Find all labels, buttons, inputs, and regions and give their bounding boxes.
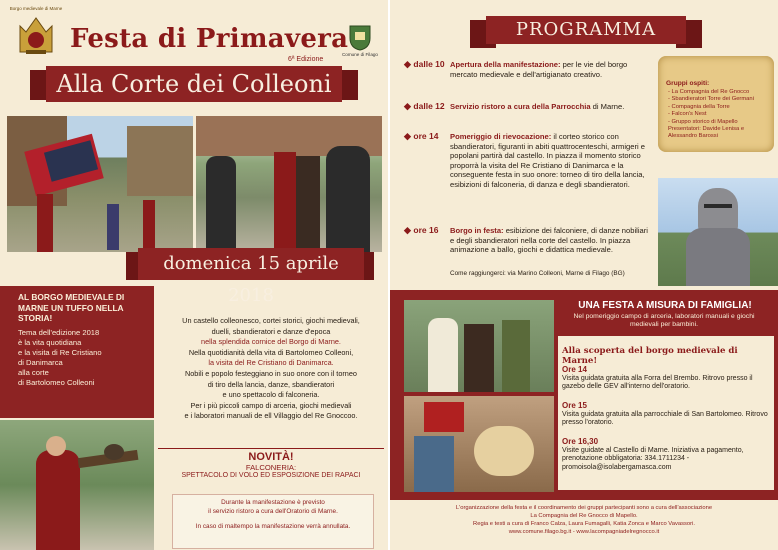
right-page xyxy=(390,0,778,550)
tour-15: Ore 15 Visita guidata gratuita alla parrocchiale di San Bartolomeo. Ritrovo presso l'oratorio. xyxy=(562,401,768,427)
novita-title: NOVITÀ! xyxy=(248,451,294,463)
bullet-icon: ◆ xyxy=(404,59,414,69)
bullet-icon: ◆ xyxy=(404,101,414,111)
guests-title: Gruppi ospiti: xyxy=(666,80,710,87)
program-item-14: ◆ ore 14 Pomeriggio di rievocazione: il corteo storico con sbandieratori, figuranti in abiti quattrocenteschi, armigeri e popolani partirà dal castello. In piazza il momento storico proporrà la visita del Re Cristiano di Danimarca e la conseguente festa in suo onore: torneo di tiro della lancia, esibizioni di falconeria, di danza e degli sbandieratori. xyxy=(404,131,646,189)
description-text: Un castello colleonesco, cortei storici, giochi medievali, duelli, sbandieratori e danze d'epoca nella splendida cornice del Borgo di Marne. Nella quotidianità della vita di Bartolomeo Colleoni, la visita del Re Cristiano di Danimarca. Nobili e popolo festeggiano in suo onore con il torneo di tiro della lancia, danze, sbandieratori e uno spettacolo di falconeria. Per i più piccoli campo di arceria, giochi medievali e i laboratori manuali de ell Villaggio del Re Gnoccoo. xyxy=(182,316,360,421)
programma-banner xyxy=(486,16,686,44)
programma-title: PROGRAMMA xyxy=(515,19,657,40)
program-item-16: ◆ ore 16 Borgo in festa: esibizione dei falconiere, di danze nobiliari e degli sbandieratori nella corte del castello. In piazza animazione a ballo, giochi e didattica medievale. xyxy=(404,225,648,255)
bullet-icon: ◆ xyxy=(404,225,414,235)
intro-box xyxy=(0,286,154,418)
photo-flag-wavers xyxy=(7,116,193,252)
bullet-icon: ◆ xyxy=(404,131,414,141)
tour-1630: Ore 16,30 Visite guidate al Castello di Marne. Iniziativa a pagamento, prenotazione obbligatoria: 334.1711234 - promoisola@isolabergamasca.com xyxy=(562,437,744,471)
program-item-12: ◆ dalle 12 Servizio ristoro a cura della Parrocchia di Marne. xyxy=(404,101,625,111)
family-title: UNA FESTA A MISURA DI FAMIGLIA! xyxy=(578,300,752,311)
date-banner xyxy=(138,248,364,306)
borgo-logo xyxy=(12,12,60,58)
edition-label: 6ª Edizione xyxy=(288,56,324,63)
date-text: domenica 15 aprile 2018 xyxy=(163,253,339,306)
left-page xyxy=(0,0,388,550)
guests-scroll xyxy=(658,56,774,152)
photo-knight xyxy=(658,178,778,286)
notes-box: Durante la manifestazione è previsto il servizio ristoro a cura dell'Oratorio di Marne. In caso di maltempo la manifestazione verrà annullata. xyxy=(172,494,374,549)
intro-heading: AL BORGO MEDIEVALE DI MARNE UN TUFFO NELLA STORIA! xyxy=(18,292,125,323)
come-raggiungerci: Come raggiungerci: via Marino Colleoni, Marne di Filago (BG) xyxy=(450,270,625,277)
novita-box xyxy=(158,448,384,485)
program-item-10: ◆ dalle 10 Apertura della manifestazione: per le vie del borgo mercato medievale e dell'artigianato creativo. xyxy=(404,59,628,79)
guests-list: - La Compagnia del Re Gnocco - Sbandieratori Torre dei Germani - Compagnia della Torre - Falcon's Nest - Gruppo storico di Mapello Presentatori: Davide Lenisa e Alessandro Barossi xyxy=(668,89,754,140)
website-links[interactable]: www.comune.filago.bg.it - www.lacompagniadelregnocco.it xyxy=(508,529,660,535)
photo-women xyxy=(404,300,554,392)
intro-lines: Tema dell'edizione 2018 è la vita quotidiana e la visita di Re Cristiano di Danimarca alla corte di Bartolomeo Colleoni xyxy=(18,328,102,387)
tours-title: Alla scoperta del borgo medievale di Marne! xyxy=(562,346,738,366)
subtitle-banner xyxy=(46,66,342,102)
footer-credits: L'organizzazione della festa e il coordinamento dei gruppi partecipanti sono a cura dell'associazione La Compagnia del Re Gnocco di Mapello. Regia e testi a cura di Franco Calza, Laura Fumagalli, Katia Zonca e Marco Vavassori. www.comune.filago.bg.it - www.lacompagniadelregnocco.it xyxy=(390,504,778,536)
photo-children xyxy=(404,396,554,492)
photo-falconer xyxy=(0,420,154,550)
festa-title: Festa di Primavera xyxy=(70,24,349,54)
photo-dancers xyxy=(196,116,382,252)
tour-14: Ore 14 Visita guidata gratuita alla Forra del Brembo. Ritrovo presso il gazebo delle GEV all'interno dell'oratorio. xyxy=(562,365,753,391)
novita-sub: FALCONERIA: xyxy=(245,463,297,472)
subtitle-text: Alla Corte dei Colleoni xyxy=(56,70,332,98)
family-text: Nel pomeriggio campo di arceria, laboratori manuali e giochi medievali per bambini. xyxy=(573,313,755,329)
novita-text: SPETTACOLO DI VOLO ED ESPOSIZIONE DEI RAPACI xyxy=(181,472,361,479)
borgo-logo-text: Borgo medievale di Marne xyxy=(9,6,63,11)
comune-text: Comune di Filago xyxy=(341,52,378,57)
comune-logo xyxy=(345,22,375,52)
